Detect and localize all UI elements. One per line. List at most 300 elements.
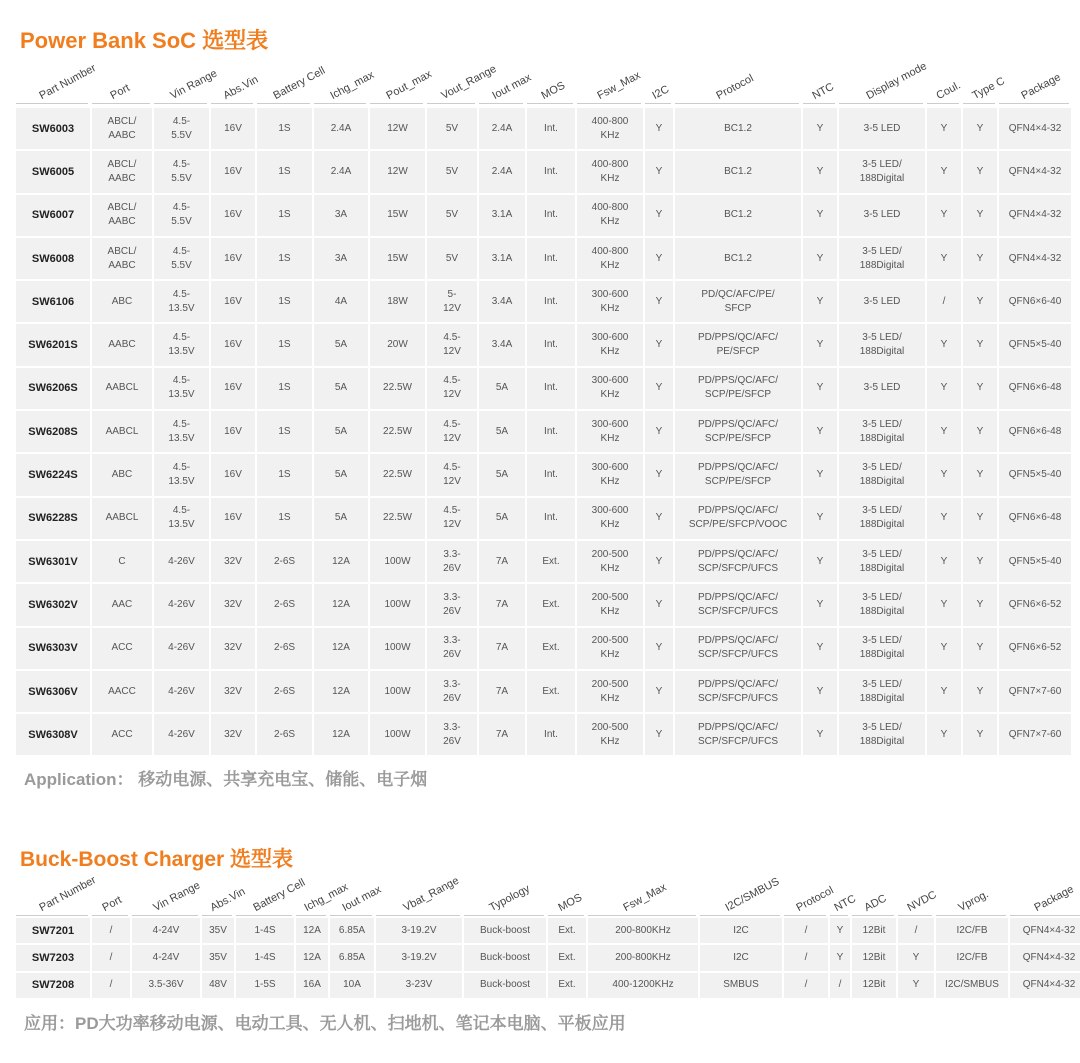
column-header: Protocol	[714, 72, 756, 102]
table-cell: Int.	[527, 454, 575, 495]
table-cell: 32V	[211, 628, 255, 669]
table-row	[16, 151, 1071, 192]
table-cell: Y	[830, 945, 850, 970]
table-cell: Y	[803, 541, 837, 582]
table-cell: Ext.	[527, 584, 575, 625]
table-cell: 48V	[202, 973, 234, 998]
header-divider	[675, 103, 799, 104]
table-cell: 5V	[427, 151, 477, 192]
table-cell: 200-800KHz	[588, 945, 698, 970]
table-cell: Y	[963, 541, 997, 582]
table-cell: Int.	[527, 411, 575, 452]
table-cell: 5A	[314, 454, 368, 495]
column-header: Vout_Range	[439, 62, 499, 102]
table-cell: 2.4A	[479, 151, 525, 192]
table-cell: BC1.2	[675, 151, 801, 192]
table-cell: 3-5 LED	[839, 108, 925, 149]
table-cell: 4-24V	[132, 918, 200, 943]
table-cell: 3-5 LED/ 188Digital	[839, 151, 925, 192]
table-row	[16, 281, 1071, 322]
part-number-cell: SW6228S	[16, 498, 90, 539]
part-number-cell: SW6301V	[16, 541, 90, 582]
table-cell: PD/PPS/QC/AFC/ SCP/PE/SFCP	[675, 368, 801, 409]
table-cell: ACC	[92, 714, 152, 755]
table-cell: Ext.	[548, 918, 586, 943]
table-cell: Y	[898, 973, 934, 998]
table-cell: 1S	[257, 324, 312, 365]
table-cell: 2-6S	[257, 671, 312, 712]
section2-table	[14, 916, 1080, 1000]
table-cell: 16V	[211, 368, 255, 409]
table-cell: 10A	[330, 973, 374, 998]
table-cell: 20W	[370, 324, 425, 365]
header-divider	[577, 103, 641, 104]
table-row	[16, 195, 1071, 236]
section1-application: Application： 移动电源、共享充电宝、储能、电子烟	[24, 770, 428, 789]
table-cell: 7A	[479, 714, 525, 755]
table-row	[16, 918, 1080, 943]
table-cell: 5A	[314, 324, 368, 365]
table-cell: AABCL	[92, 411, 152, 452]
table-cell: /	[784, 945, 828, 970]
table-cell: AABC	[92, 324, 152, 365]
table-cell: Y	[927, 628, 961, 669]
section1-title: Power Bank SoC 选型表	[20, 28, 269, 53]
table-cell: QFN4×4-32	[999, 108, 1071, 149]
table-row	[16, 324, 1071, 365]
table-cell: 200-500 KHz	[577, 541, 643, 582]
table-cell: 3-5 LED/ 188Digital	[839, 584, 925, 625]
table-cell: 3-5 LED/ 188Digital	[839, 238, 925, 279]
table-cell: 4.5- 13.5V	[154, 411, 209, 452]
table-cell: 12W	[370, 151, 425, 192]
header-divider	[803, 103, 835, 104]
table-cell: /	[92, 945, 130, 970]
table-cell: 1-5S	[236, 973, 294, 998]
column-header: Vin Range	[168, 67, 220, 102]
table-cell: 4.5- 5.5V	[154, 108, 209, 149]
header-divider	[999, 103, 1069, 104]
column-header: Iout max	[340, 883, 384, 914]
table-cell: 1S	[257, 454, 312, 495]
table-cell: ABCL/ AABC	[92, 108, 152, 149]
table-cell: AAC	[92, 584, 152, 625]
table-cell: 3-5 LED/ 188Digital	[839, 628, 925, 669]
header-divider	[257, 103, 310, 104]
table-cell: 5V	[427, 195, 477, 236]
part-number-cell: SW7208	[16, 973, 90, 998]
table-cell: 100W	[370, 541, 425, 582]
table-cell: Y	[803, 411, 837, 452]
table-cell: 2-6S	[257, 541, 312, 582]
part-number-cell: SW6003	[16, 108, 90, 149]
table-cell: Y	[803, 628, 837, 669]
table-cell: 3.4A	[479, 324, 525, 365]
table-cell: Y	[803, 281, 837, 322]
part-number-cell: SW7203	[16, 945, 90, 970]
table-cell: 16V	[211, 108, 255, 149]
table-cell: QFN5×5-40	[999, 324, 1071, 365]
table-cell: 2-6S	[257, 628, 312, 669]
part-number-cell: SW7201	[16, 918, 90, 943]
table-cell: 15W	[370, 238, 425, 279]
table-cell: Ext.	[527, 671, 575, 712]
table-cell: 3.3- 26V	[427, 628, 477, 669]
table-cell: PD/PPS/QC/AFC/ SCP/PE/SFCP/VOOC	[675, 498, 801, 539]
column-header: Vin Range	[150, 879, 202, 914]
table-cell: QFN4×4-32	[999, 195, 1071, 236]
section1-header-row	[16, 58, 1066, 102]
table-cell: 1-4S	[236, 945, 294, 970]
table-cell: 32V	[211, 541, 255, 582]
column-header: Ichg_max	[327, 69, 376, 102]
table-cell: Y	[645, 714, 673, 755]
table-cell: Y	[963, 238, 997, 279]
column-header: NTC	[832, 892, 858, 914]
table-cell: Y	[645, 151, 673, 192]
table-cell: 3.3- 26V	[427, 714, 477, 755]
table-cell: 4.5- 12V	[427, 324, 477, 365]
table-cell: 400-800 KHz	[577, 108, 643, 149]
table-cell: AABCL	[92, 498, 152, 539]
table-cell: 4.5- 13.5V	[154, 324, 209, 365]
table-cell: 16V	[211, 195, 255, 236]
column-header: Protocol	[794, 884, 836, 914]
column-header: Part Number	[36, 62, 98, 102]
table-cell: PD/PPS/QC/AFC/ SCP/PE/SFCP	[675, 454, 801, 495]
table-cell: 12A	[314, 541, 368, 582]
table-row	[16, 238, 1071, 279]
table-cell: 4-24V	[132, 945, 200, 970]
part-number-cell: SW6303V	[16, 628, 90, 669]
table-cell: I2C	[700, 945, 782, 970]
table-cell: Y	[927, 584, 961, 625]
table-cell: ABCL/ AABC	[92, 195, 152, 236]
table-cell: 200-500 KHz	[577, 628, 643, 669]
part-number-cell: SW6007	[16, 195, 90, 236]
table-cell: Int.	[527, 238, 575, 279]
table-cell: Int.	[527, 498, 575, 539]
column-header: Battery Cell	[271, 64, 328, 102]
table-cell: 22.5W	[370, 411, 425, 452]
table-cell: 200-500 KHz	[577, 671, 643, 712]
table-cell: 32V	[211, 714, 255, 755]
header-divider	[839, 103, 923, 104]
table-cell: 15W	[370, 195, 425, 236]
table-cell: 3-5 LED	[839, 281, 925, 322]
header-divider	[479, 103, 523, 104]
table-cell: 16V	[211, 281, 255, 322]
table-cell: 16V	[211, 324, 255, 365]
table-cell: 3A	[314, 195, 368, 236]
table-cell: Y	[645, 324, 673, 365]
column-header: Fsw_Max	[621, 881, 669, 914]
table-cell: QFN4×4-32	[999, 151, 1071, 192]
table-row	[16, 628, 1071, 669]
column-header: Coul.	[933, 79, 963, 102]
table-cell: 1S	[257, 238, 312, 279]
table-cell: Y	[963, 151, 997, 192]
table-row	[16, 541, 1071, 582]
table-cell: 35V	[202, 945, 234, 970]
header-divider	[92, 103, 150, 104]
table-cell: 3-5 LED/ 188Digital	[839, 498, 925, 539]
table-cell: PD/PPS/QC/AFC/ SCP/SFCP/UFCS	[675, 541, 801, 582]
table-cell: 35V	[202, 918, 234, 943]
table-cell: Y	[963, 281, 997, 322]
header-divider	[314, 103, 366, 104]
table-cell: 3.5-36V	[132, 973, 200, 998]
table-cell: Buck-boost	[464, 973, 546, 998]
table-cell: 4-26V	[154, 671, 209, 712]
column-header: Battery Cell	[251, 876, 308, 914]
table-cell: 400-800 KHz	[577, 238, 643, 279]
table-cell: Y	[830, 918, 850, 943]
section2-title: Buck-Boost Charger 选型表	[20, 848, 294, 871]
table-cell: 200-500 KHz	[577, 714, 643, 755]
table-cell: 5A	[479, 454, 525, 495]
table-cell: /	[92, 918, 130, 943]
table-cell: 3-23V	[376, 973, 462, 998]
table-cell: 5A	[479, 368, 525, 409]
table-cell: 3-5 LED/ 188Digital	[839, 411, 925, 452]
table-cell: 100W	[370, 671, 425, 712]
header-divider	[645, 103, 671, 104]
table-cell: 5V	[427, 108, 477, 149]
table-cell: 3-5 LED/ 188Digital	[839, 324, 925, 365]
column-header: I2C/SMBUS	[723, 875, 782, 914]
table-cell: Y	[645, 368, 673, 409]
table-cell: 4.5- 13.5V	[154, 498, 209, 539]
column-header: Port	[100, 893, 124, 914]
table-cell: Y	[927, 195, 961, 236]
table-cell: Y	[963, 498, 997, 539]
table-cell: 4.5- 5.5V	[154, 195, 209, 236]
table-cell: 400-800 KHz	[577, 195, 643, 236]
column-header: Type C	[969, 75, 1007, 102]
table-cell: QFN4×4-32	[999, 238, 1071, 279]
table-cell: ABCL/ AABC	[92, 238, 152, 279]
column-header: Package	[1019, 71, 1063, 102]
column-header: Ichg_max	[302, 881, 351, 914]
table-cell: Buck-boost	[464, 945, 546, 970]
table-cell: Y	[803, 368, 837, 409]
table-cell: 400-800 KHz	[577, 151, 643, 192]
table-cell: Y	[803, 324, 837, 365]
table-cell: QFN6×6-40	[999, 281, 1071, 322]
column-header: Vbat_Range	[401, 874, 461, 914]
header-divider	[370, 103, 423, 104]
table-cell: 3-19.2V	[376, 918, 462, 943]
table-cell: Y	[803, 584, 837, 625]
table-cell: 3-5 LED/ 188Digital	[839, 541, 925, 582]
table-cell: Y	[645, 281, 673, 322]
table-cell: 12Bit	[852, 973, 896, 998]
table-cell: ABC	[92, 454, 152, 495]
table-cell: Int.	[527, 151, 575, 192]
table-cell: QFN4×4-32	[1010, 945, 1080, 970]
table-cell: PD/PPS/QC/AFC/ SCP/SFCP/UFCS	[675, 628, 801, 669]
table-cell: 4.5- 12V	[427, 368, 477, 409]
table-cell: Y	[803, 714, 837, 755]
column-header: Port	[108, 81, 132, 102]
table-cell: 3A	[314, 238, 368, 279]
table-cell: Ext.	[548, 945, 586, 970]
part-number-cell: SW6008	[16, 238, 90, 279]
table-cell: BC1.2	[675, 238, 801, 279]
table-cell: 6.85A	[330, 918, 374, 943]
table-cell: 7A	[479, 628, 525, 669]
header-divider	[154, 103, 207, 104]
table-cell: 2.4A	[479, 108, 525, 149]
table-cell: Y	[803, 195, 837, 236]
column-header: Display mode	[864, 60, 929, 102]
table-cell: 1S	[257, 281, 312, 322]
table-row	[16, 411, 1071, 452]
table-cell: Y	[803, 498, 837, 539]
table-cell: BC1.2	[675, 108, 801, 149]
table-cell: 2.4A	[314, 151, 368, 192]
table-cell: 4.5- 5.5V	[154, 151, 209, 192]
table-row	[16, 584, 1071, 625]
table-cell: Ext.	[527, 628, 575, 669]
part-number-cell: SW6106	[16, 281, 90, 322]
table-cell: 200-500 KHz	[577, 584, 643, 625]
table-cell: Y	[927, 454, 961, 495]
table-cell: 300-600 KHz	[577, 411, 643, 452]
column-header: Typology	[487, 882, 533, 914]
table-cell: Int.	[527, 368, 575, 409]
table-cell: Int.	[527, 281, 575, 322]
table-cell: Y	[927, 411, 961, 452]
table-cell: 16A	[296, 973, 328, 998]
table-cell: Y	[927, 151, 961, 192]
table-cell: 4.5- 13.5V	[154, 368, 209, 409]
table-cell: QFN7×7-60	[999, 714, 1071, 755]
table-cell: QFN6×6-48	[999, 368, 1071, 409]
table-cell: Buck-boost	[464, 918, 546, 943]
table-cell: Y	[645, 411, 673, 452]
table-cell: /	[898, 918, 934, 943]
table-cell: Y	[963, 584, 997, 625]
column-header: ADC	[862, 892, 889, 914]
table-cell: QFN6×6-52	[999, 584, 1071, 625]
table-cell: 3-5 LED/ 188Digital	[839, 714, 925, 755]
table-cell: Y	[645, 454, 673, 495]
table-cell: 16V	[211, 238, 255, 279]
table-cell: 5A	[314, 498, 368, 539]
table-cell: 4-26V	[154, 628, 209, 669]
table-cell: 3.3- 26V	[427, 671, 477, 712]
table-cell: PD/QC/AFC/PE/ SFCP	[675, 281, 801, 322]
table-cell: /	[92, 973, 130, 998]
table-cell: 4-26V	[154, 541, 209, 582]
table-cell: 300-600 KHz	[577, 368, 643, 409]
table-cell: 18W	[370, 281, 425, 322]
table-cell: Y	[963, 368, 997, 409]
table-cell: C	[92, 541, 152, 582]
part-number-cell: SW6306V	[16, 671, 90, 712]
table-cell: 5A	[479, 411, 525, 452]
table-cell: 5A	[479, 498, 525, 539]
table-cell: 22.5W	[370, 454, 425, 495]
table-cell: Int.	[527, 108, 575, 149]
table-cell: QFN7×7-60	[999, 671, 1071, 712]
table-cell: 3.1A	[479, 195, 525, 236]
table-cell: 4.5- 12V	[427, 411, 477, 452]
table-cell: 4.5- 13.5V	[154, 281, 209, 322]
column-header: Fsw_Max	[595, 69, 643, 102]
table-cell: Y	[803, 238, 837, 279]
table-cell: 3-19.2V	[376, 945, 462, 970]
table-cell: 3-5 LED/ 188Digital	[839, 671, 925, 712]
table-cell: QFN6×6-48	[999, 498, 1071, 539]
table-cell: Y	[927, 541, 961, 582]
table-cell: 4-26V	[154, 584, 209, 625]
table-cell: QFN6×6-52	[999, 628, 1071, 669]
table-cell: 12A	[314, 584, 368, 625]
table-cell: 12A	[314, 628, 368, 669]
column-header: I2C	[649, 83, 671, 102]
table-cell: 200-800KHz	[588, 918, 698, 943]
column-header: Pout_max	[384, 68, 434, 102]
table-cell: QFN4×4-32	[1010, 973, 1080, 998]
table-cell: AACC	[92, 671, 152, 712]
table-cell: 4.5- 12V	[427, 454, 477, 495]
table-cell: BC1.2	[675, 195, 801, 236]
table-cell: 1S	[257, 151, 312, 192]
table-cell: 3-5 LED	[839, 195, 925, 236]
table-cell: 3.3- 26V	[427, 584, 477, 625]
table-cell: Y	[803, 671, 837, 712]
table-cell: 300-600 KHz	[577, 324, 643, 365]
table-cell: PD/PPS/QC/AFC/ SCP/SFCP/UFCS	[675, 584, 801, 625]
table-row	[16, 714, 1071, 755]
table-cell: Y	[927, 238, 961, 279]
table-cell: Ext.	[548, 973, 586, 998]
part-number-cell: SW6224S	[16, 454, 90, 495]
table-cell: Y	[645, 541, 673, 582]
table-cell: 7A	[479, 671, 525, 712]
table-cell: Y	[927, 671, 961, 712]
table-cell: Y	[803, 151, 837, 192]
table-cell: Y	[963, 671, 997, 712]
table-cell: I2C/FB	[936, 918, 1008, 943]
table-cell: Y	[963, 324, 997, 365]
table-cell: Y	[645, 671, 673, 712]
table-cell: 4.5- 13.5V	[154, 454, 209, 495]
header-divider	[527, 103, 573, 104]
table-cell: Y	[645, 108, 673, 149]
table-cell: /	[927, 281, 961, 322]
section2-application: 应用：PD大功率移动电源、电动工具、无人机、扫地机、笔记本电脑、平板应用	[24, 1014, 626, 1033]
table-cell: 300-600 KHz	[577, 454, 643, 495]
table-cell: 1S	[257, 498, 312, 539]
table-cell: 1S	[257, 108, 312, 149]
table-cell: Y	[963, 454, 997, 495]
table-row	[16, 454, 1071, 495]
table-cell: Y	[963, 714, 997, 755]
table-cell: Int.	[527, 324, 575, 365]
table-cell: Y	[645, 628, 673, 669]
table-cell: 2.4A	[314, 108, 368, 149]
table-cell: 4-26V	[154, 714, 209, 755]
table-cell: 12A	[296, 918, 328, 943]
table-cell: Y	[963, 108, 997, 149]
table-cell: /	[830, 973, 850, 998]
column-header: Abs.Vin	[208, 885, 248, 914]
table-cell: PD/PPS/QC/AFC/ SCP/SFCP/UFCS	[675, 714, 801, 755]
